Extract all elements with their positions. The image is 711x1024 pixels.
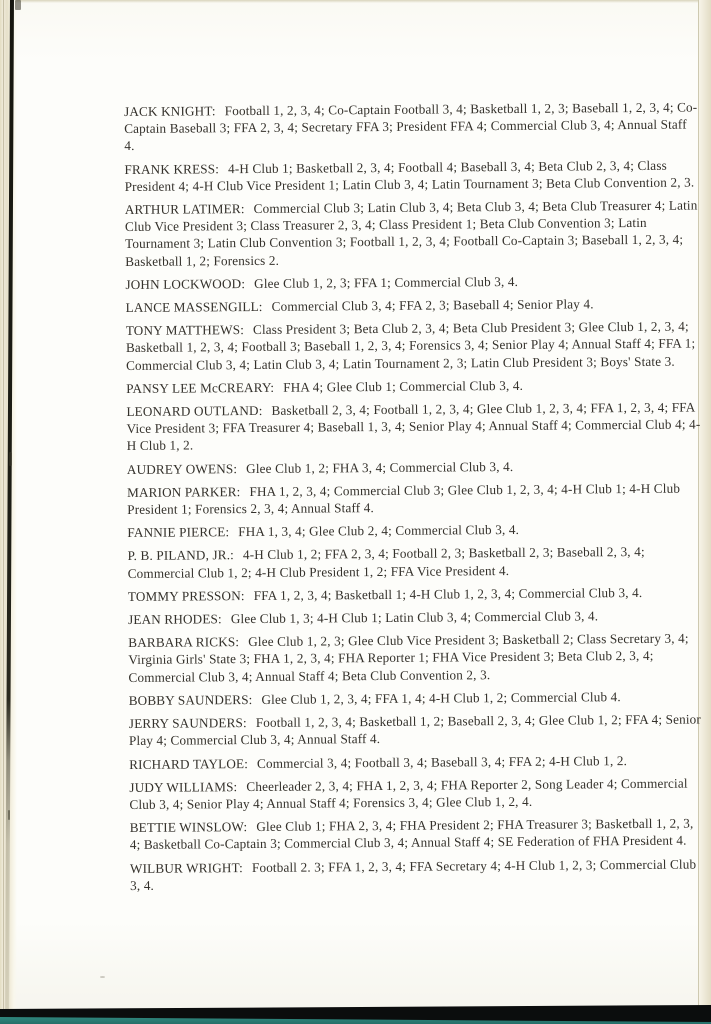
student-name: AUDREY OWENS:: [126, 460, 238, 477]
student-activities: 4-H Club 1, 2; FFA 2, 3, 4; Football 2, 3; Basketball 2, 3; Baseball 2, 3, 4; Commercial Club 1, 2; 4-H Club President 1, 2; FFA Vice President 4.: [127, 544, 645, 581]
page-top-edge: [0, 0, 711, 3]
scan-mark: [8, 810, 10, 820]
student-activities: FHA 4; Glee Club 1; Commercial Club 3, 4.: [283, 377, 524, 395]
student-entry: [124, 156, 700, 195]
student-activities: Glee Club 1, 2, 3, 4; FFA 1, 4; 4-H Club 1, 2; Commercial Club 4.: [261, 689, 621, 707]
student-activities: FFA 1, 2, 3, 4; Basketball 1; 4-H Club 1, 2, 3, 4; Commercial Club 3, 4.: [253, 584, 643, 603]
student-entry: [127, 456, 703, 478]
student-entry: [130, 855, 706, 894]
scan-mark: [15, 0, 21, 10]
student-name: PANSY LEE McCREARY:: [126, 379, 275, 396]
student-entry: [126, 318, 702, 374]
student-activities: Basketball 2, 3, 4; Football 1, 2, 3, 4; Glee Club 1, 2, 3, 4; FFA 1, 2, 3, 4; FFA Vice President 3; FFA Treasurer 4; Baseball 1, 3, 4; Senior Play 4; Annual Staff 4; Commercial Club 4; 4-H Club 1, 2.: [126, 399, 701, 454]
student-entry: [124, 98, 700, 154]
student-name: FANNIE PIERCE:: [127, 524, 230, 541]
student-entry: [130, 815, 706, 854]
student-entry: [127, 520, 703, 542]
student-entry: [126, 295, 702, 317]
student-activities: FHA 1, 2, 3, 4; Commercial Club 3; Glee Club 1, 2, 3, 4; 4-H Club 1; 4-H Club President 1; Forensics 2, 3, 4; Annual Staff 4.: [127, 480, 681, 518]
student-activities-list: [124, 98, 706, 899]
student-name: BETTIE WINSLOW:: [129, 819, 248, 836]
student-name: JACK KNIGHT:: [124, 103, 216, 119]
page-edge-line: [3, 0, 4, 1024]
student-name: FRANK KRESS:: [124, 160, 220, 177]
student-name: WILBUR WRIGHT:: [129, 859, 243, 876]
student-entry: [129, 687, 705, 709]
student-activities: Glee Club 1, 2, 3; Glee Club Vice President 3; Basketball 2; Class Secretary 3, 4; Virginia Girls' State 3; FHA 1, 2, 3, 4; FHA Reporter 1; FHA Vice President 3; Beta Club 2, 3, 4; Commercial Club 3, 4; Annual Staff 4; Beta Club Convention 2, 3.: [128, 630, 689, 685]
student-name: BARBARA RICKS:: [128, 634, 240, 651]
student-entry: [126, 375, 702, 397]
scan-speck: [645, 842, 649, 845]
student-activities: Commercial 3, 4; Football 3, 4; Baseball 3, 4; FFA 2; 4-H Club 1, 2.: [256, 752, 628, 771]
student-entry: [128, 630, 704, 686]
student-activities: FHA 1, 3, 4; Glee Club 2, 4; Commercial Club 3, 4.: [238, 522, 520, 540]
student-name: BOBBY SAUNDERS:: [128, 691, 253, 708]
scan-mark: [9, 452, 12, 466]
student-activities: Glee Club 1, 2, 3; FFA 1; Commercial Club 3, 4.: [254, 273, 519, 291]
scan-speck: [100, 976, 105, 978]
student-entry: [125, 271, 701, 293]
student-name: RICHARD TAYLOE:: [129, 755, 249, 772]
student-activities: Glee Club 1; FHA 2, 3, 4; FHA President 2; FHA Treasurer 3; Basketball 1, 2, 3, 4; Basketball Co-Captain 3; Commercial Club 3, 4; Annual Staff 4; SE Federation of FHA President 4.: [129, 815, 694, 853]
page-bottom-shadow-band: [0, 1004, 711, 1024]
student-entry: [126, 399, 702, 455]
student-activities: Glee Club 1, 3; 4-H Club 1; Latin Club 3, 4; Commercial Club 3, 4.: [230, 608, 599, 627]
student-entry: [129, 711, 705, 750]
student-name: JERRY SAUNDERS:: [128, 715, 247, 732]
student-name: MARION PARKER:: [126, 483, 241, 500]
student-entry: [129, 774, 705, 813]
student-name: LEONARD OUTLAND:: [126, 402, 263, 420]
student-activities: Football 2. 3; FFA 1, 2, 3, 4; FFA Secretary 4; 4-H Club 1, 2, 3; Commercial Club 3, 4.: [130, 856, 697, 893]
student-name: TONY MATTHEWS:: [125, 322, 245, 339]
student-activities: Football 1, 2, 3, 4; Co-Captain Football 3, 4; Basketball 1, 2, 3; Baseball 1, 2, 3, 4; Co-Captain Baseball 3; FFA 2, 3, 4; Secretary FFA 3; President FFA 4; Commercial Club 3, 4; Annual Staff 4.: [124, 99, 698, 154]
student-activities: Class President 3; Beta Club 2, 3, 4; Beta Club President 3; Glee Club 1, 2, 3, 4; Basketball 1, 2, 3, 4; Football 3; Baseball 1, 2, 3, 4; Forensics 3, 4; Senior Play 4; Annual Staff 4; FFA 1; Commercial Club 3, 4; Latin Club 3, 4; Latin Tournament 2, 3; Latin Club President 3; Boys' State 3.: [125, 318, 696, 373]
student-name: JOHN LOCKWOOD:: [125, 275, 246, 292]
student-name: LANCE MASSENGILL:: [125, 298, 263, 316]
student-name: TOMMY PRESSON:: [127, 587, 245, 604]
student-name: ARTHUR LATIMER:: [124, 201, 245, 218]
student-entry: [125, 196, 702, 269]
student-activities: Commercial Club 3; Latin Club 3, 4; Beta Club 3, 4; Beta Club Treasurer 4; Latin Club Vice President 3; Class Treasurer 2, 3, 4; Class President 1; Beta Club Convention 3; Latin Tournament 3; Latin Club Convention 3; Football 1, 2, 3, 4; Football Co-Captain 3; Baseball 1, 2, 3, 4; Basketball 1, 2; Forensics 2.: [124, 197, 698, 269]
student-activities: Cheerleader 2, 3, 4; FHA 1, 2, 3, 4; FHA Reporter 2, Song Leader 4; Commercial Club 3, 4; Senior Play 4; Annual Staff 4; Forensics 3, 4; Glee Club 1, 2, 4.: [129, 775, 688, 812]
student-entry: [129, 751, 705, 773]
student-activities: Commercial Club 3, 4; FFA 2, 3; Baseball 4; Senior Play 4.: [271, 296, 594, 314]
student-name: JEAN RHODES:: [127, 611, 222, 628]
student-entry: [127, 543, 703, 582]
student-name: JUDY WILLIAMS:: [129, 778, 238, 795]
student-activities: 4-H Club 1; Basketball 2, 3, 4; Football 4; Baseball 3, 4; Beta Club 2, 3, 4; Class President 4; 4-H Club Vice President 1; Latin Club 3, 4; Latin Tournament 3; Beta Club Convention 2, 3.: [124, 157, 695, 194]
student-entry: [128, 607, 704, 629]
student-activities: Football 1, 2, 3, 4; Basketball 1, 2; Baseball 2, 3, 4; Glee Club 1, 2; FFA 4; Senior Play 4; Commercial Club 3, 4; Annual Staff 4.: [128, 711, 701, 749]
student-name: P. B. PILAND, JR.:: [127, 547, 235, 564]
student-activities: Glee Club 1, 2; FHA 3, 4; Commercial Club 3, 4.: [246, 458, 514, 476]
student-entry: [128, 583, 704, 605]
student-entry: [127, 479, 703, 518]
